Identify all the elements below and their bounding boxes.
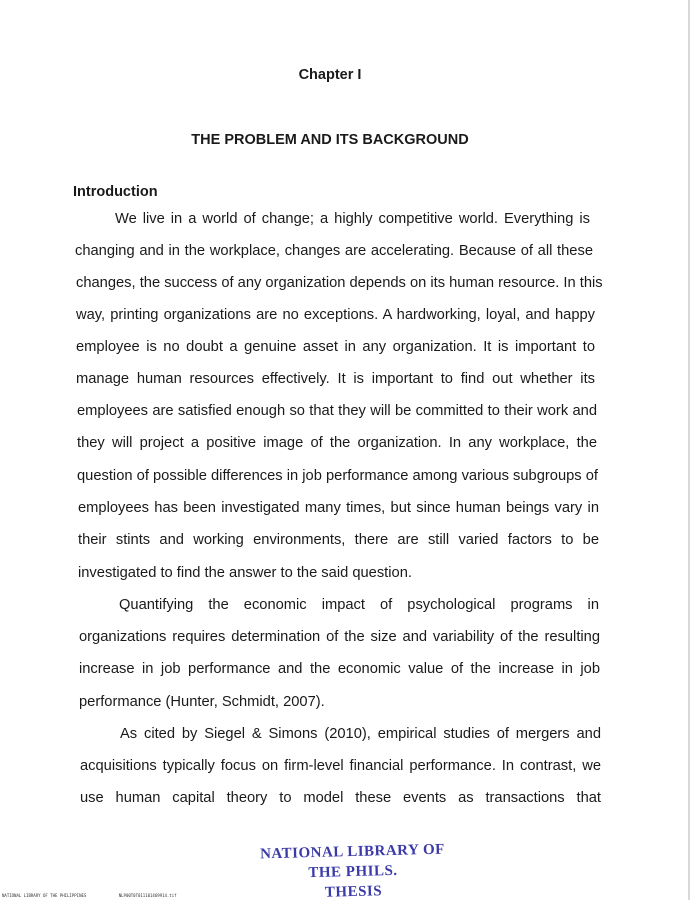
paragraph-line: question of possible differences in job performance among various subgroups of (77, 468, 598, 484)
paragraph-line: employees has been investigated many times, but since human beings vary in (78, 500, 599, 516)
paragraph-line: We live in a world of change; a highly competitive world. Everything is (115, 211, 590, 227)
paragraph-line: increase in job performance and the economic value of the increase in job (79, 661, 600, 677)
chapter-label: Chapter I (298, 67, 362, 83)
paragraph-line: they will project a positive image of the organization. In any workplace, the (77, 435, 597, 451)
paragraph-line: way, printing organizations are no exceptions. A hardworking, loyal, and happy (76, 307, 595, 323)
paragraph-line: acquisitions typically focus on firm-level financial performance. In contrast, we (80, 758, 601, 774)
footer-left: NATIONAL LIBRARY OF THE PHILIPPINES (2, 893, 87, 898)
scan-footer (2, 893, 207, 898)
paragraph-line: investigated to find the answer to the said question. (78, 565, 412, 581)
paragraph-line: changing and in the workplace, changes are accelerating. Because of all these (75, 243, 593, 259)
chapter-title: THE PROBLEM AND ITS BACKGROUND (191, 132, 469, 148)
paragraph-line: changes, the success of any organization depends on its human resource. In this (76, 275, 603, 291)
footer-right: NLP00T0T011101469914.tif (118, 893, 177, 898)
paragraph-line: organizations requires determination of the size and variability of the resulting (79, 629, 600, 645)
paragraph-line: employee is no doubt a genuine asset in any organization. It is important to (76, 339, 595, 355)
paragraph-line: employees are satisfied enough so that they will be committed to their work and (77, 403, 597, 419)
stamp-line-1: NATIONAL LIBRARY OF THE PHILS. (259, 841, 446, 882)
paragraph-line: As cited by Siegel & Simons (2010), empirical studies of mergers and (120, 726, 601, 742)
paragraph-line: their stints and working environments, there are still varied factors to be (78, 532, 599, 548)
paragraph-line: performance (Hunter, Schmidt, 2007). (79, 694, 325, 710)
library-stamp (247, 839, 458, 904)
section-heading: Introduction (73, 184, 158, 200)
paragraph-line: Quantifying the economic impact of psychological programs in (119, 597, 599, 613)
paragraph-line: use human capital theory to model these events as transactions that (80, 790, 601, 806)
paragraph-line: manage human resources effectively. It is important to find out whether its (76, 371, 595, 387)
stamp-line-2: THESIS (324, 883, 383, 901)
